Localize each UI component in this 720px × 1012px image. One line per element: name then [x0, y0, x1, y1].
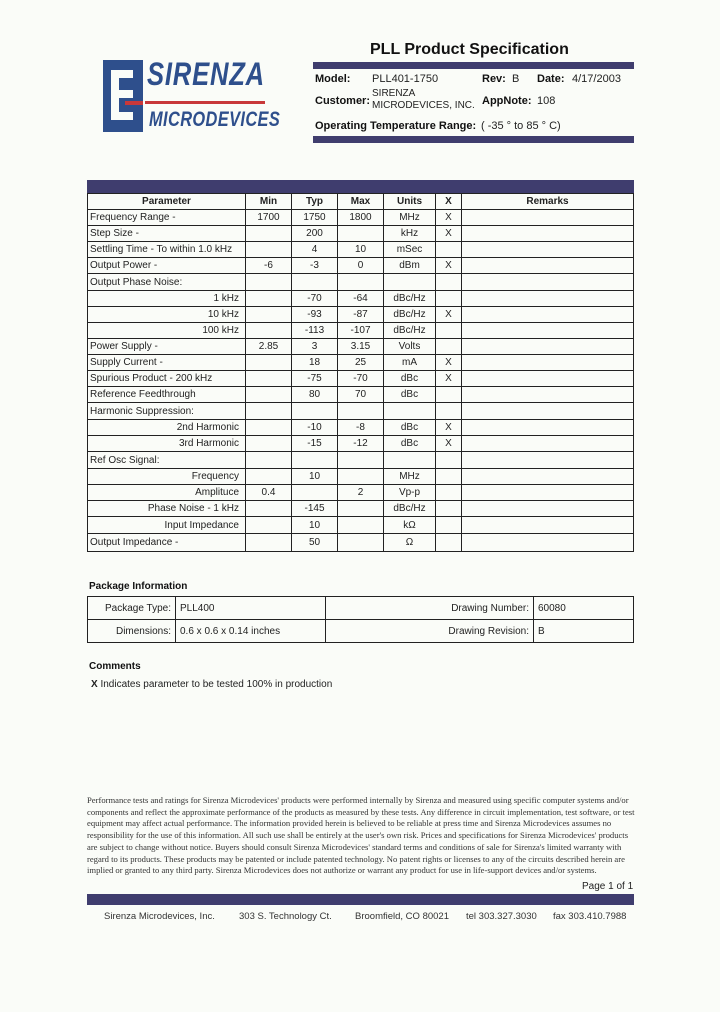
typ-cell: 50 [292, 534, 338, 552]
spec-row [88, 501, 634, 517]
comments-text: Indicates parameter to be tested 100% in production [100, 679, 333, 690]
package-type-value: PLL400 [176, 597, 326, 620]
min-cell [246, 226, 292, 242]
min-cell [246, 469, 292, 485]
parameter-cell: Frequency [88, 469, 246, 485]
typ-cell: -145 [292, 501, 338, 517]
spec-row [88, 371, 634, 387]
units-cell: kΩ [384, 517, 436, 534]
spec-header-row [88, 194, 634, 210]
remarks-cell [462, 210, 634, 226]
spec-row [88, 339, 634, 355]
max-cell: 3.15 [338, 339, 384, 355]
max-cell: -64 [338, 291, 384, 307]
max-cell: -8 [338, 420, 384, 436]
footer-fax: fax 303.410.7988 [553, 911, 627, 922]
remarks-cell [462, 371, 634, 387]
x-cell [436, 469, 462, 485]
x-cell: X [436, 226, 462, 242]
max-cell [338, 452, 384, 469]
min-cell [246, 387, 292, 403]
x-cell: X [436, 436, 462, 452]
typ-cell: 80 [292, 387, 338, 403]
temp-value: ( -35 ° to 85 ° C) [481, 120, 561, 132]
typ-cell: -15 [292, 436, 338, 452]
appnote-label: AppNote: [482, 95, 532, 107]
logo-text-bottom: MICRODEVICES [149, 108, 281, 131]
spec-table-bar [87, 180, 634, 193]
max-cell: 70 [338, 387, 384, 403]
header-typ: Typ [292, 194, 338, 210]
units-cell: Ω [384, 534, 436, 552]
spec-row [88, 258, 634, 274]
max-cell: 0 [338, 258, 384, 274]
parameter-cell: 10 kHz [88, 307, 246, 323]
x-cell: X [436, 210, 462, 226]
footer-tel: tel 303.327.3030 [466, 911, 537, 922]
min-cell [246, 436, 292, 452]
x-cell [436, 403, 462, 420]
spec-row [88, 420, 634, 436]
parameter-cell: 3rd Harmonic [88, 436, 246, 452]
typ-cell: 3 [292, 339, 338, 355]
header-units: Units [384, 194, 436, 210]
page-number: Page 1 of 1 [582, 881, 634, 892]
max-cell: -70 [338, 371, 384, 387]
units-cell [384, 403, 436, 420]
spec-row [88, 226, 634, 242]
parameter-cell: Settling Time - To within 1.0 kHz [88, 242, 246, 258]
spec-row [88, 534, 634, 552]
x-cell [436, 242, 462, 258]
disclaimer-text: Performance tests and ratings for Sirenza Microdevices' products were performed internally by Sirenza and measured using specific computer systems and/or components and reflect the approximate performance of the products as measured by these tests. Any difference in circuit implementation, test software, or test equipment may affect actual performance. The information provided herein is believed to be reliable at press time and Sirenza Microdevices assumes no responsibility for the use of this information. All such use shall be entirely at the user's own risk. Prices and specifications for Sirenza Microdevices' products are subject to change without notice. Buyers should consult Sirenza Microdevices' standard terms and conditions of sale for Sirenza's limited warranty with regard to its products. These products may be patented or include patented technology. No patent rights or licenses to any of the circuits described herein are implied or granted to any third party. Sirenza Microdevices does not authorize or warrant any product for use in life-support devices and/or systems. [87, 795, 635, 876]
comments-line [91, 679, 332, 690]
remarks-cell [462, 387, 634, 403]
footer-company: Sirenza Microdevices, Inc. [104, 911, 215, 922]
x-cell: X [436, 258, 462, 274]
footer-bar [87, 894, 634, 905]
x-cell: X [436, 420, 462, 436]
spec-row [88, 485, 634, 501]
typ-cell: 10 [292, 469, 338, 485]
spec-row [88, 291, 634, 307]
spec-row [88, 469, 634, 485]
package-type-label: Package Type: [88, 597, 176, 620]
typ-cell: 4 [292, 242, 338, 258]
spec-row [88, 387, 634, 403]
x-cell [436, 534, 462, 552]
package-row [88, 597, 634, 620]
max-cell [338, 274, 384, 291]
temp-label: Operating Temperature Range: [315, 120, 477, 132]
typ-cell: -70 [292, 291, 338, 307]
parameter-cell: Input Impedance [88, 517, 246, 534]
max-cell [338, 403, 384, 420]
typ-cell: -10 [292, 420, 338, 436]
parameter-cell: Output Phase Noise: [88, 274, 246, 291]
drawing-number-value: 60080 [534, 597, 634, 620]
x-cell [436, 452, 462, 469]
parameter-cell: Harmonic Suppression: [88, 403, 246, 420]
units-cell: dBm [384, 258, 436, 274]
header-x: X [436, 194, 462, 210]
spec-table-body [88, 210, 634, 552]
header-remarks: Remarks [462, 194, 634, 210]
units-cell: Volts [384, 339, 436, 355]
company-logo [103, 56, 281, 138]
units-cell: dBc/Hz [384, 501, 436, 517]
parameter-cell: Amplituce [88, 485, 246, 501]
logo-text-top: SIRENZA [147, 56, 265, 92]
parameter-cell: Supply Current - [88, 355, 246, 371]
min-cell: 0.4 [246, 485, 292, 501]
parameter-cell: 2nd Harmonic [88, 420, 246, 436]
remarks-cell [462, 469, 634, 485]
package-heading: Package Information [89, 581, 188, 592]
units-cell: dBc [384, 436, 436, 452]
remarks-cell [462, 355, 634, 371]
model-value: PLL401-1750 [372, 73, 439, 85]
min-cell: 1700 [246, 210, 292, 226]
dimensions-label: Dimensions: [88, 620, 176, 643]
remarks-cell [462, 485, 634, 501]
spec-row [88, 307, 634, 323]
x-cell [436, 323, 462, 339]
x-cell [436, 274, 462, 291]
units-cell: dBc/Hz [384, 291, 436, 307]
remarks-cell [462, 501, 634, 517]
units-cell: dBc [384, 371, 436, 387]
typ-cell [292, 403, 338, 420]
package-table [87, 596, 634, 643]
max-cell: 25 [338, 355, 384, 371]
typ-cell: -75 [292, 371, 338, 387]
min-cell [246, 517, 292, 534]
header-parameter: Parameter [88, 194, 246, 210]
parameter-cell: Output Power - [88, 258, 246, 274]
remarks-cell [462, 291, 634, 307]
remarks-cell [462, 226, 634, 242]
package-row [88, 620, 634, 643]
min-cell [246, 274, 292, 291]
min-cell [246, 242, 292, 258]
typ-cell: 18 [292, 355, 338, 371]
min-cell [246, 323, 292, 339]
remarks-cell [462, 258, 634, 274]
min-cell [246, 501, 292, 517]
max-cell: -107 [338, 323, 384, 339]
units-cell: Vp-p [384, 485, 436, 501]
page-title: PLL Product Specification [370, 41, 569, 58]
units-cell: kHz [384, 226, 436, 242]
min-cell [246, 403, 292, 420]
remarks-cell [462, 323, 634, 339]
drawing-number-label: Drawing Number: [326, 597, 534, 620]
max-cell: -87 [338, 307, 384, 323]
remarks-cell [462, 242, 634, 258]
min-cell [246, 371, 292, 387]
x-cell [436, 291, 462, 307]
max-cell [338, 534, 384, 552]
typ-cell [292, 452, 338, 469]
typ-cell: -113 [292, 323, 338, 339]
dimensions-value: 0.6 x 0.6 x 0.14 inches [176, 620, 326, 643]
date-label: Date: [537, 73, 565, 85]
max-cell: 2 [338, 485, 384, 501]
max-cell [338, 226, 384, 242]
min-cell [246, 291, 292, 307]
footer-address: 303 S. Technology Ct. [239, 911, 332, 922]
parameter-cell: Power Supply - [88, 339, 246, 355]
min-cell [246, 420, 292, 436]
min-cell [246, 355, 292, 371]
units-cell: dBc/Hz [384, 307, 436, 323]
units-cell: MHz [384, 469, 436, 485]
x-cell: X [436, 307, 462, 323]
spec-row [88, 274, 634, 291]
typ-cell: 1750 [292, 210, 338, 226]
min-cell [246, 534, 292, 552]
spec-row [88, 403, 634, 420]
parameter-cell: Phase Noise - 1 kHz [88, 501, 246, 517]
appnote-value: 108 [537, 95, 556, 107]
min-cell [246, 452, 292, 469]
min-cell [246, 307, 292, 323]
spec-row [88, 517, 634, 534]
remarks-cell [462, 339, 634, 355]
typ-cell: -93 [292, 307, 338, 323]
x-cell: X [436, 355, 462, 371]
x-cell [436, 485, 462, 501]
parameter-cell: Output Impedance - [88, 534, 246, 552]
model-label: Model: [315, 73, 351, 85]
x-cell: X [436, 371, 462, 387]
remarks-cell [462, 436, 634, 452]
header-min: Min [246, 194, 292, 210]
test-mark: X [91, 679, 98, 690]
spec-row [88, 210, 634, 226]
typ-cell [292, 485, 338, 501]
units-cell: mSec [384, 242, 436, 258]
drawing-revision-label: Drawing Revision: [326, 620, 534, 643]
remarks-cell [462, 403, 634, 420]
parameter-cell: Frequency Range - [88, 210, 246, 226]
x-cell [436, 501, 462, 517]
parameter-cell: Step Size - [88, 226, 246, 242]
spec-table [87, 193, 634, 552]
remarks-cell [462, 534, 634, 552]
units-cell [384, 274, 436, 291]
date-value: 4/17/2003 [572, 73, 621, 85]
parameter-cell: Spurious Product - 200 kHz [88, 371, 246, 387]
parameter-cell: 1 kHz [88, 291, 246, 307]
comments-heading: Comments [89, 661, 141, 672]
remarks-cell [462, 452, 634, 469]
max-cell: -12 [338, 436, 384, 452]
header-top-bar [313, 62, 634, 69]
x-cell [436, 339, 462, 355]
typ-cell: 200 [292, 226, 338, 242]
customer-line1: SIRENZA [372, 88, 416, 99]
remarks-cell [462, 274, 634, 291]
parameter-cell: 100 kHz [88, 323, 246, 339]
remarks-cell [462, 420, 634, 436]
x-cell [436, 387, 462, 403]
parameter-cell: Reference Feedthrough [88, 387, 246, 403]
min-cell: 2.85 [246, 339, 292, 355]
max-cell: 1800 [338, 210, 384, 226]
units-cell: dBc/Hz [384, 323, 436, 339]
max-cell [338, 501, 384, 517]
max-cell [338, 469, 384, 485]
units-cell: mA [384, 355, 436, 371]
rev-label: Rev: [482, 73, 506, 85]
customer-line2: MICRODEVICES, INC. [372, 100, 475, 111]
remarks-cell [462, 307, 634, 323]
typ-cell: -3 [292, 258, 338, 274]
spec-row [88, 452, 634, 469]
max-cell [338, 517, 384, 534]
remarks-cell [462, 517, 634, 534]
spec-row [88, 323, 634, 339]
header-max: Max [338, 194, 384, 210]
units-cell: dBc [384, 420, 436, 436]
x-cell [436, 517, 462, 534]
drawing-revision-value: B [534, 620, 634, 643]
parameter-cell: Ref Osc Signal: [88, 452, 246, 469]
units-cell [384, 452, 436, 469]
footer-city: Broomfield, CO 80021 [355, 911, 449, 922]
rev-value: B [512, 73, 520, 85]
spec-row [88, 436, 634, 452]
units-cell: MHz [384, 210, 436, 226]
header-bottom-bar [313, 136, 634, 143]
typ-cell [292, 274, 338, 291]
spec-row [88, 355, 634, 371]
spec-row [88, 242, 634, 258]
customer-label: Customer: [315, 95, 371, 107]
min-cell: -6 [246, 258, 292, 274]
typ-cell: 10 [292, 517, 338, 534]
units-cell: dBc [384, 387, 436, 403]
max-cell: 10 [338, 242, 384, 258]
